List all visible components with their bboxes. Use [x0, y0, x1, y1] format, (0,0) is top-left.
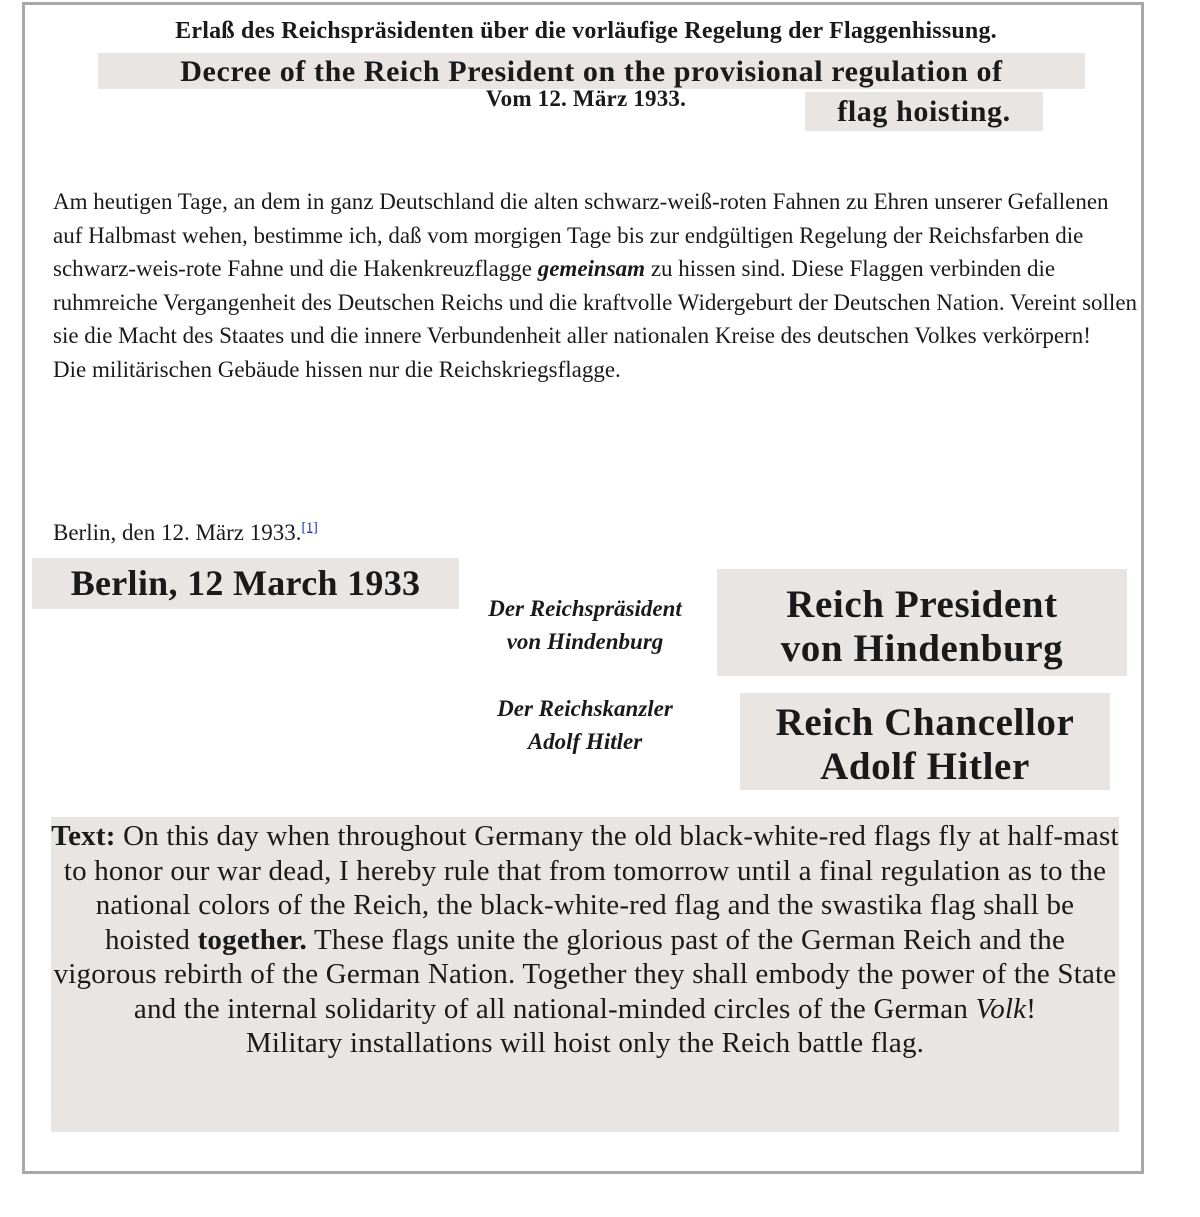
translation-part-1: On this day when throughout Germany the old black-white-red flags fly at half-mast to honor our war dead, I hereby rule that from tomorrow until a final regulation as to the national colors of the Reich, the black-white-red flag and the swastika flag shall be hoisted: [63, 820, 1119, 956]
place-date-text: Berlin, den 12. März 1933.: [53, 520, 302, 545]
german-paragraph-2: Die militärischen Gebäude hissen nur die Reichskriegsflagge.: [53, 356, 621, 382]
translation-label: Text:: [51, 820, 116, 852]
signature-chancellor-german-title: Der Reichskanzler: [497, 696, 673, 721]
german-body-text: [38, 185, 1138, 386]
footnote-link[interactable]: [1]: [301, 520, 318, 536]
translation-part-2: These flags unite the glorious past of the German Reich and the vigorous rebirth of the German Nation. Together they shall embody the power of the State and the internal solidarity of all national-minded circles of the German: [53, 923, 1117, 1025]
signature-president-english: [717, 583, 1127, 671]
place-date-english: Berlin, 12 March 1933: [70, 563, 421, 603]
title-german: Erlaß des Reichspräsidenten über die vorläufige Regelung der Flaggenhissung.: [175, 18, 997, 44]
german-paragraph-1: [38, 185, 1138, 353]
german-p1-end: zu hissen sind. Diese Flaggen verbinden die ruhmreiche Vergangenheit des Deutschen Reichs und die kraftvolle Widergeburt der Deutschen Nation. Vereint sollen sie die Macht des Staates und die innere Verbundenheit aller nationalen Kreise des deutschen Volkes verkörpern!: [53, 256, 1138, 348]
signature-chancellor-english-title: Reich Chancellor: [775, 701, 1075, 744]
translation-paragraph-1: [51, 819, 1119, 1026]
signature-president-english-title: Reich President: [786, 583, 1058, 626]
signature-chancellor-english-name: Adolf Hitler: [820, 745, 1030, 788]
german-p1-start: Am heutigen Tage, an dem in ganz Deutschland die alten schwarz-weiß-roten Fahnen zu Ehren unserer Gefallenen auf Halbmast wehen, bestimme ich, daß vom morgigen Tage bis zur endgültigen Regelung der Reichsfarben die schwarz-weis-rote Fahne und die Hakenkreuzflagge: [53, 189, 1109, 281]
place-date-german: [53, 520, 318, 546]
translation-exclamation: !: [1026, 992, 1037, 1025]
translation-emphasis: together.: [197, 923, 308, 956]
german-emphasis: gemeinsam: [537, 256, 646, 281]
signature-president-english-name: von Hindenburg: [780, 627, 1064, 670]
translation-paragraph-2: Military installations will hoist only the Reich battle flag.: [245, 1027, 925, 1059]
subtitle-date-german: Vom 12. März 1933.: [485, 86, 687, 111]
signature-chancellor-english: [740, 701, 1110, 789]
translation-volk: Volk: [975, 992, 1027, 1025]
signature-chancellor-german-name: Adolf Hitler: [527, 729, 643, 754]
signature-president-german-title: Der Reichspräsident: [488, 596, 682, 621]
title-english-line-2: flag hoisting.: [837, 95, 1011, 128]
english-translation: [51, 819, 1119, 1061]
title-english-line-1: Decree of the Reich President on the provisional regulation of: [180, 55, 1003, 88]
signature-president-german: [455, 592, 715, 658]
signature-president-german-name: von Hindenburg: [506, 629, 664, 654]
signature-chancellor-german: [455, 692, 715, 758]
